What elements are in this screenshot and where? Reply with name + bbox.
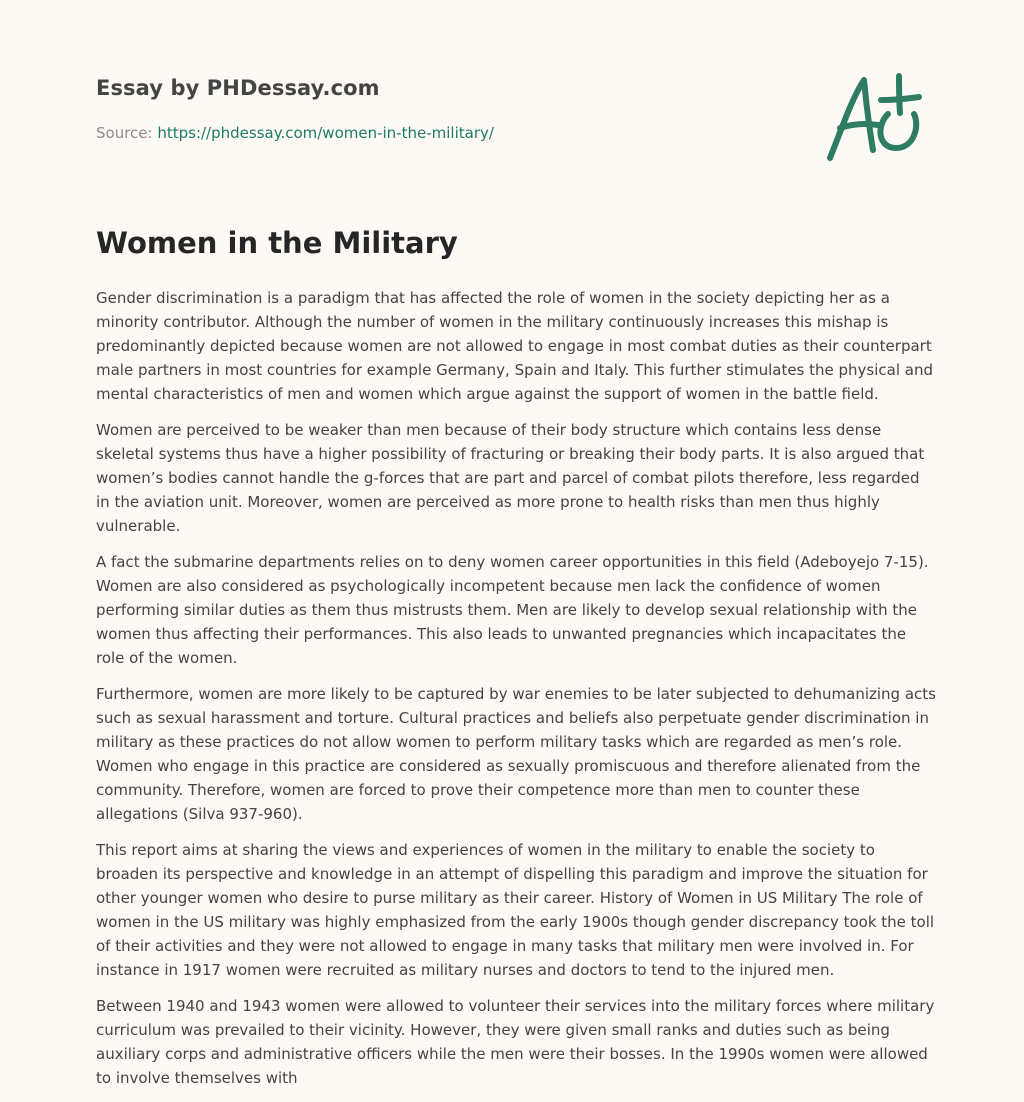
source-link[interactable]: https://phdessay.com/women-in-the-military/ <box>157 124 494 142</box>
site-name: Essay by PHDessay.com <box>96 76 380 100</box>
essay-paragraph: This report aims at sharing the views and experiences of women in the military to enable the society to broaden its perspective and knowledge in an attempt of dispelling this paradigm and improve the situation for other younger women who desire to purse military as their career. History of Women in US Military The role of women in the US military was highly emphasized from the early 1900s though gender discrepancy took the toll of their activities and they were not allowed to engage in many tasks that military men were involved in. For instance in 1917 women were recruited as military nurses and doctors to tend to the injured men. <box>96 841 935 979</box>
essay-body <box>96 286 936 1102</box>
essay-paragraph: A fact the submarine departments relies on to deny women career opportunities in this field (Adeboyejo 7-15). Women are also considered as psychologically incompetent because men lack the confidence of women performing similar duties as them thus mistrusts them. Men are likely to develop sexual relationship with the women thus affecting their performances. This also leads to unwanted pregnancies which incapacitates the role of the women. <box>96 553 929 667</box>
source-line <box>96 124 494 142</box>
essay-title: Women in the Military <box>96 226 458 260</box>
source-label: Source: <box>96 124 158 142</box>
essay-paragraph: Gender discrimination is a paradigm that has affected the role of women in the society depicting her as a minority contributor. Although the number of women in the military continuously increases this mishap is predominantly depicted because women are not allowed to engage in most combat duties as their counterpart male partners in most countries for example Germany, Spain and Italy. This further stimulates the physical and mental characteristics of men and women which argue against the support of women in the battle field. <box>96 289 934 403</box>
essay-paragraph: Between 1940 and 1943 women were allowed to volunteer their services into the military forces where military curriculum was prevailed to their vicinity. However, they were given small ranks and duties such as being auxiliary corps and administrative officers while the men were their bosses. In the 1990s women were allowed to involve themselves with <box>96 997 935 1087</box>
essay-paragraph: Women are perceived to be weaker than men because of their body structure which contains less dense skeletal systems thus have a higher possibility of fracturing or breaking their body parts. It is also argued that women’s bodies cannot handle the g-forces that are part and parcel of combat pilots therefore, less regarded in the aviation unit. Moreover, women are perceived as more prone to health risks than men thus highly vulnerable. <box>96 421 925 535</box>
a-plus-logo-icon <box>820 66 930 166</box>
essay-paragraph: Furthermore, women are more likely to be captured by war enemies to be later subjected to dehumanizing acts such as sexual harassment and torture. Cultural practices and beliefs also perpetuate gender discrimination in military as these practices do not allow women to perform military tasks which are regarded as men’s role. Women who engage in this practice are considered as sexually promiscuous and therefore alienated from the community. Therefore, women are forced to prove their competence more than men to counter these allegations (Silva 937-960). <box>96 685 936 823</box>
